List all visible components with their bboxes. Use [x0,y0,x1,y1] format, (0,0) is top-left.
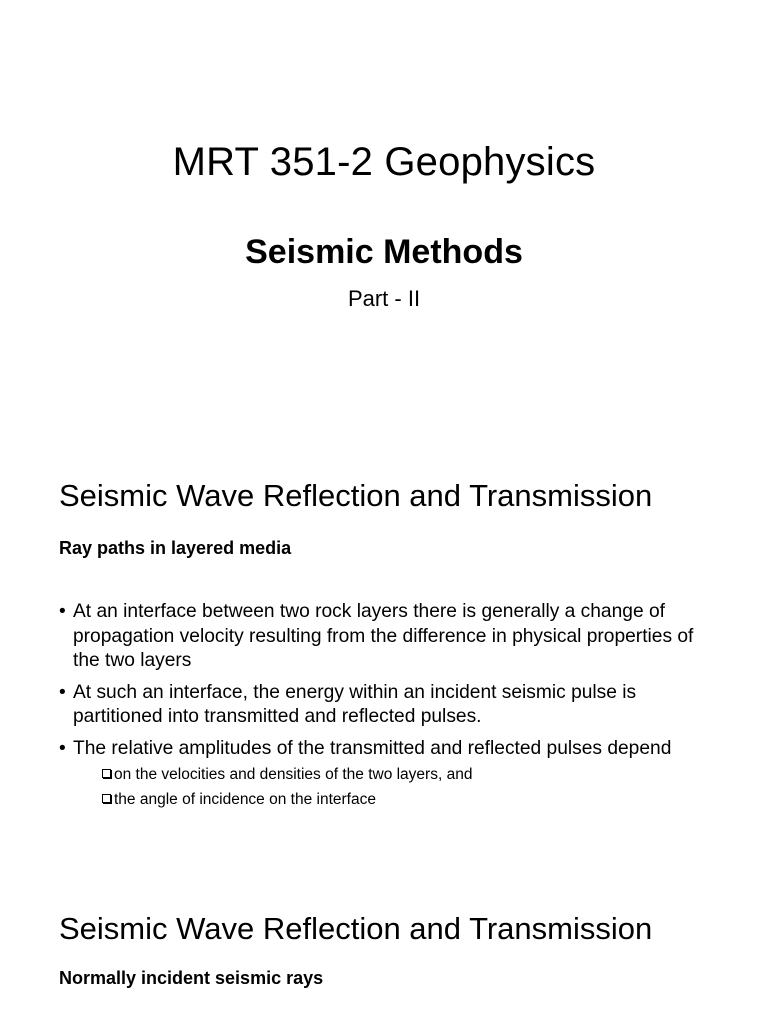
slide-title: MRT 351-2 Geophysics [172,140,596,184]
checkbox-bullet-icon [102,794,111,803]
bullet-list [59,600,719,819]
slide-subheading: Ray paths in layered media [59,538,292,558]
bullet-text: The relative amplitudes of the transmitted and reflected pulses depend [73,737,672,759]
bullet-item [59,600,719,674]
slide-heading: Seismic Wave Reflection and Transmission [59,911,653,946]
bullet-icon: • [59,681,66,703]
sub-bullet-item [101,762,719,787]
sub-bullet-text: on the velocities and densities of the two layers, and [114,766,473,783]
sub-bullet-item [101,787,719,812]
slide-part-label: Part - II [347,286,421,311]
bullet-icon: • [59,737,66,759]
slide-subheading: Normally incident seismic rays [59,968,324,988]
bullet-item [59,737,719,813]
bullet-icon: • [59,601,66,622]
sub-bullet-list [101,762,719,812]
bullet-text: At such an interface, the energy within an incident seismic pulse is partitioned into transmitted and reflected pulses. [73,681,637,727]
title-slide [0,0,768,432]
bullet-item [59,681,719,730]
content-slide-normal-incidence [0,864,768,1024]
checkbox-bullet-icon [102,769,111,778]
content-slide-reflection-transmission [0,432,768,864]
sub-bullet-text: the angle of incidence on the interface [114,791,376,808]
slide-heading: Seismic Wave Reflection and Transmission [59,478,653,513]
slide-subtitle: Seismic Methods [245,233,523,271]
bullet-text: At an interface between two rock layers there is generally a change of propagation velocity resulting from the difference in physical properties of the two layers [73,601,694,671]
